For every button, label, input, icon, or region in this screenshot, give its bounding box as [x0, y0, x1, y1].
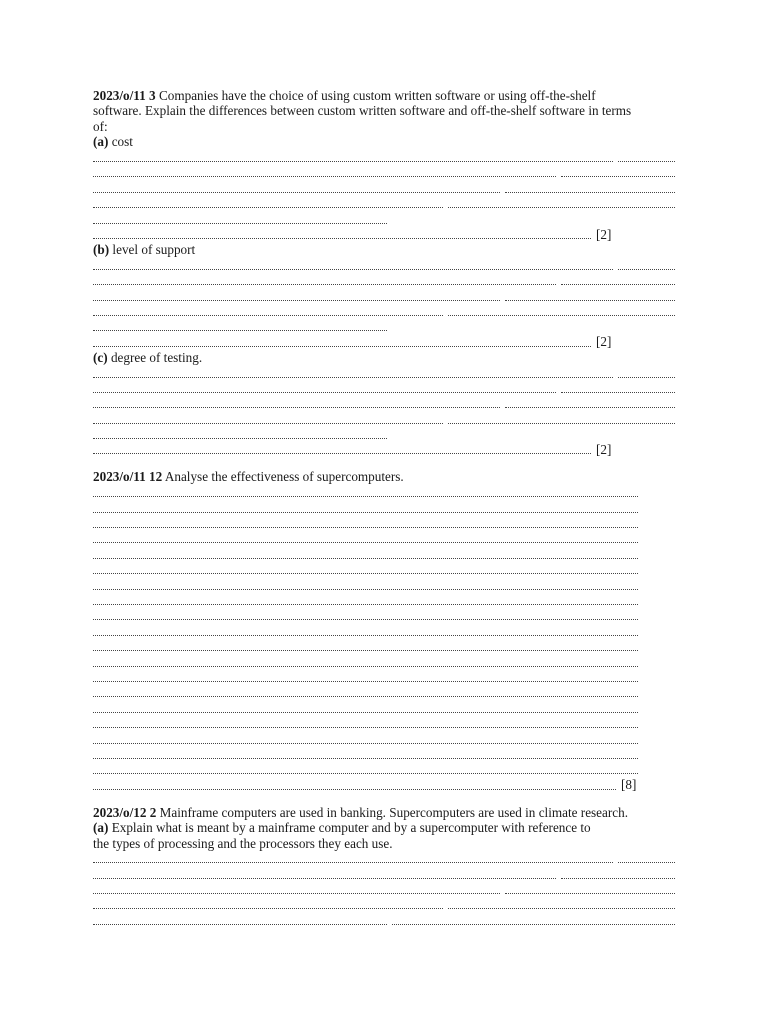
q3-part-a-text1: Explain what is meant by a mainframe computer and by a supercomputer with reference to	[111, 820, 591, 836]
q3-ref: 2023/o/12 2	[93, 804, 157, 820]
q1-stem-line3: of:	[93, 118, 108, 134]
answer-line-final[interactable]	[93, 334, 675, 349]
answer-line[interactable]	[93, 593, 675, 608]
part-c-marks: [2]	[596, 442, 612, 458]
answer-line[interactable]	[93, 700, 675, 715]
answer-line[interactable]	[93, 257, 675, 272]
q1-ref: 2023/o/11 3	[93, 88, 156, 103]
part-b-marks: [2]	[596, 334, 612, 350]
answer-line[interactable]	[93, 381, 675, 396]
q1-part-a-heading	[93, 134, 675, 149]
q1-part-c-heading	[93, 350, 675, 365]
answer-line[interactable]	[93, 427, 675, 442]
q1-stem-text1: Companies have the choice of using custom written software or using off-the-shelf	[158, 88, 596, 103]
answer-line[interactable]	[93, 882, 675, 897]
part-b-text: level of support	[112, 241, 196, 257]
answer-line[interactable]	[93, 150, 675, 165]
q2-text: Analyse the effectiveness of supercomputers.	[164, 469, 404, 485]
answer-line[interactable]	[93, 851, 675, 866]
answer-line[interactable]	[93, 304, 675, 319]
answer-line[interactable]	[93, 485, 675, 500]
answer-line[interactable]	[93, 211, 675, 226]
part-c-label: (c)	[93, 349, 108, 365]
answer-line[interactable]	[93, 912, 675, 927]
answer-line-final[interactable]	[93, 777, 675, 792]
answer-line[interactable]	[93, 273, 675, 288]
answer-line[interactable]	[93, 546, 675, 561]
q3-part-a-line1	[93, 820, 675, 835]
answer-line[interactable]	[93, 670, 675, 685]
q3-stem-text: Mainframe computers are used in banking. Supercomputers are used in climate research.	[159, 804, 629, 820]
answer-line[interactable]	[93, 531, 675, 546]
part-a-marks: [2]	[596, 226, 612, 242]
part-c-text: degree of testing.	[110, 349, 203, 365]
answer-line[interactable]	[93, 639, 675, 654]
answer-line[interactable]	[93, 562, 675, 577]
q2-ref: 2023/o/11 12	[93, 469, 163, 485]
part-a-text: cost	[111, 134, 133, 150]
part-a-label: (a)	[93, 134, 109, 150]
q1-stem-line2: software. Explain the differences between custom written software and off-the-shelf software in terms	[93, 103, 632, 119]
answer-line[interactable]	[93, 365, 675, 380]
answer-line[interactable]	[93, 608, 675, 623]
answer-line[interactable]	[93, 516, 675, 531]
answer-line[interactable]	[93, 716, 675, 731]
answer-line[interactable]	[93, 396, 675, 411]
answer-line[interactable]	[93, 866, 675, 881]
answer-line[interactable]	[93, 762, 675, 777]
q1-part-b-heading	[93, 242, 675, 257]
q2-marks: [8]	[621, 777, 637, 793]
part-b-label: (b)	[93, 241, 110, 257]
answer-line[interactable]	[93, 196, 675, 211]
q2-answer-area	[93, 485, 675, 777]
q3-stem	[93, 805, 675, 820]
answer-line[interactable]	[93, 623, 675, 638]
answer-line[interactable]	[93, 577, 675, 592]
answer-line-final[interactable]	[93, 227, 675, 242]
answer-line[interactable]	[93, 319, 675, 334]
answer-line[interactable]	[93, 180, 675, 195]
answer-line[interactable]	[93, 747, 675, 762]
answer-line[interactable]	[93, 731, 675, 746]
answer-line[interactable]	[93, 288, 675, 303]
answer-line[interactable]	[93, 165, 675, 180]
q3-part-a-label: (a)	[93, 820, 109, 836]
worksheet	[93, 88, 675, 928]
q3-part-a-line2: the types of processing and the processors they each use.	[93, 835, 393, 851]
q2-heading	[93, 469, 675, 484]
answer-line[interactable]	[93, 897, 675, 912]
answer-line[interactable]	[93, 685, 675, 700]
answer-line[interactable]	[93, 654, 675, 669]
answer-line[interactable]	[93, 411, 675, 426]
q1-stem-line1	[93, 88, 675, 103]
answer-line[interactable]	[93, 500, 675, 515]
answer-line-final[interactable]	[93, 442, 675, 457]
